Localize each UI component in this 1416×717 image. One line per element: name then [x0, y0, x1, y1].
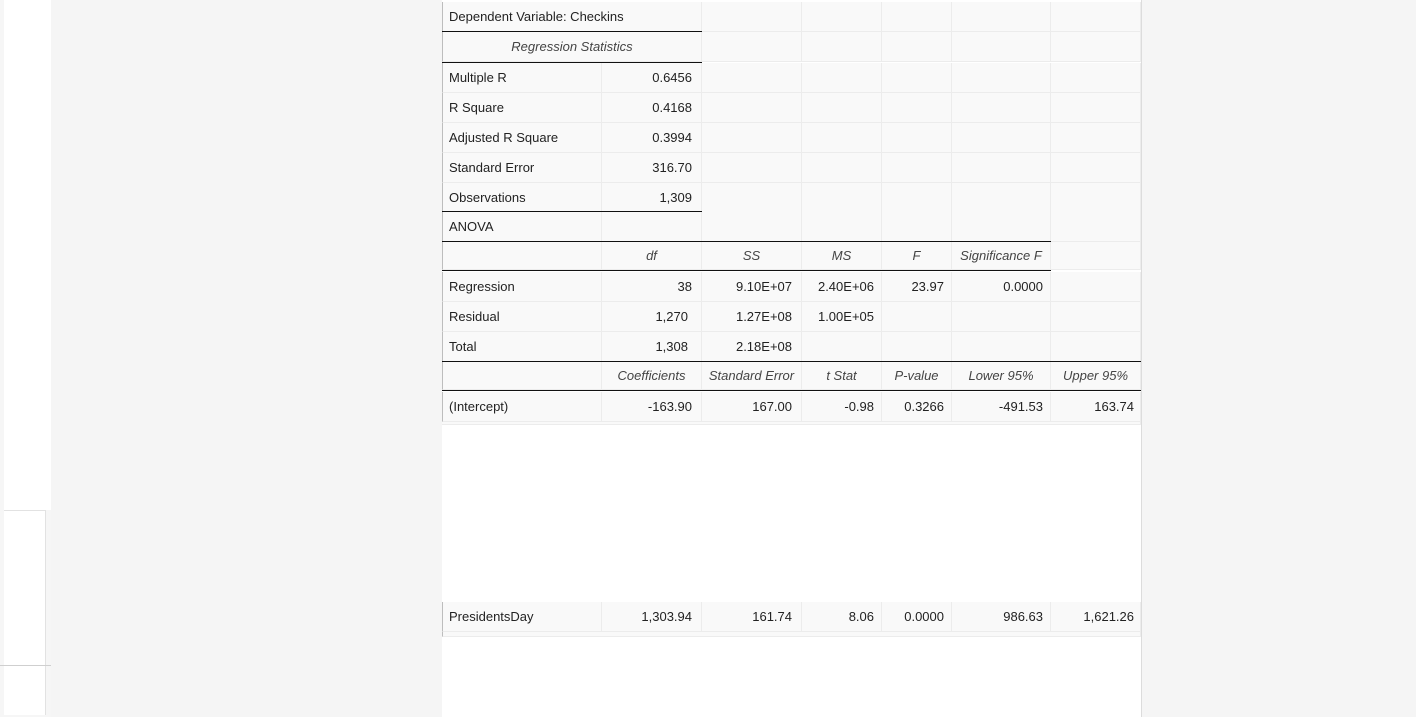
coef-value: -163.90	[602, 392, 702, 422]
coef-value: 1,303.94	[602, 602, 702, 632]
stat-label-observations: Observations	[442, 183, 602, 213]
anova-ss: 9.10E+07	[702, 272, 802, 302]
anova-df: 38	[602, 272, 702, 302]
anova-header-f: F	[882, 242, 952, 270]
stat-value-multiple-r: 0.6456	[602, 63, 702, 93]
stat-label-multiple-r: Multiple R	[442, 63, 602, 93]
anova-title: ANOVA	[442, 212, 602, 242]
blank-gap	[442, 425, 1141, 602]
anova-header-significance-f: Significance F	[952, 242, 1051, 270]
regression-output-sheet	[442, 0, 1142, 717]
coef-standard-error: 167.00	[702, 392, 802, 422]
coef-header-p-value: P-value	[882, 362, 952, 390]
coef-row-label: PresidentsDay	[442, 602, 602, 632]
coef-t-stat: 8.06	[802, 602, 882, 632]
stat-value-observations: 1,309	[602, 183, 702, 213]
anova-row-label: Regression	[442, 272, 602, 302]
stat-value-standard-error: 316.70	[602, 153, 702, 183]
stat-label-r-square: R Square	[442, 93, 602, 123]
anova-df: 1,270	[602, 302, 702, 332]
anova-df: 1,308	[602, 332, 702, 362]
left-panel-surface	[4, 0, 51, 510]
anova-ss: 1.27E+08	[702, 302, 802, 332]
left-panel-divider	[0, 665, 51, 666]
anova-ss: 2.18E+08	[702, 332, 802, 362]
coef-header-t-stat: t Stat	[802, 362, 882, 390]
coef-header-coefficients: Coefficients	[602, 362, 702, 390]
coef-upper-95: 163.74	[1051, 392, 1141, 422]
anova-header-rule	[442, 270, 1051, 271]
coef-header-lower-95: Lower 95%	[952, 362, 1051, 390]
coef-upper-95: 1,621.26	[1051, 602, 1141, 632]
dependent-variable-label: Dependent Variable: Checkins	[442, 2, 702, 32]
coef-t-stat: -0.98	[802, 392, 882, 422]
coef-p-value: 0.3266	[882, 392, 952, 422]
stat-value-adjusted-r-square: 0.3994	[602, 123, 702, 153]
regression-statistics-title: Regression Statistics	[442, 32, 702, 62]
stat-value-r-square: 0.4168	[602, 93, 702, 123]
anova-header-df: df	[602, 242, 702, 270]
coef-row-label: (Intercept)	[442, 392, 602, 422]
left-panel	[0, 0, 51, 717]
coef-header-rule	[442, 390, 1141, 391]
coef-header-upper-95: Upper 95%	[1051, 362, 1141, 390]
left-panel-tab[interactable]	[4, 510, 46, 715]
coef-lower-95: 986.63	[952, 602, 1051, 632]
coef-p-value: 0.0000	[882, 602, 952, 632]
anova-row-label: Residual	[442, 302, 602, 332]
anova-f: 23.97	[882, 272, 952, 302]
anova-header-ss: SS	[702, 242, 802, 270]
anova-significance-f: 0.0000	[952, 272, 1051, 302]
anova-row-label: Total	[442, 332, 602, 362]
stat-label-standard-error: Standard Error	[442, 153, 602, 183]
coef-standard-error: 161.74	[702, 602, 802, 632]
coef-lower-95: -491.53	[952, 392, 1051, 422]
anova-header-ms: MS	[802, 242, 882, 270]
blank-bottom	[442, 637, 1141, 717]
coef-header-standard-error: Standard Error	[702, 362, 802, 390]
anova-ms: 1.00E+05	[802, 302, 882, 332]
anova-ms: 2.40E+06	[802, 272, 882, 302]
stat-label-adjusted-r-square: Adjusted R Square	[442, 123, 602, 153]
